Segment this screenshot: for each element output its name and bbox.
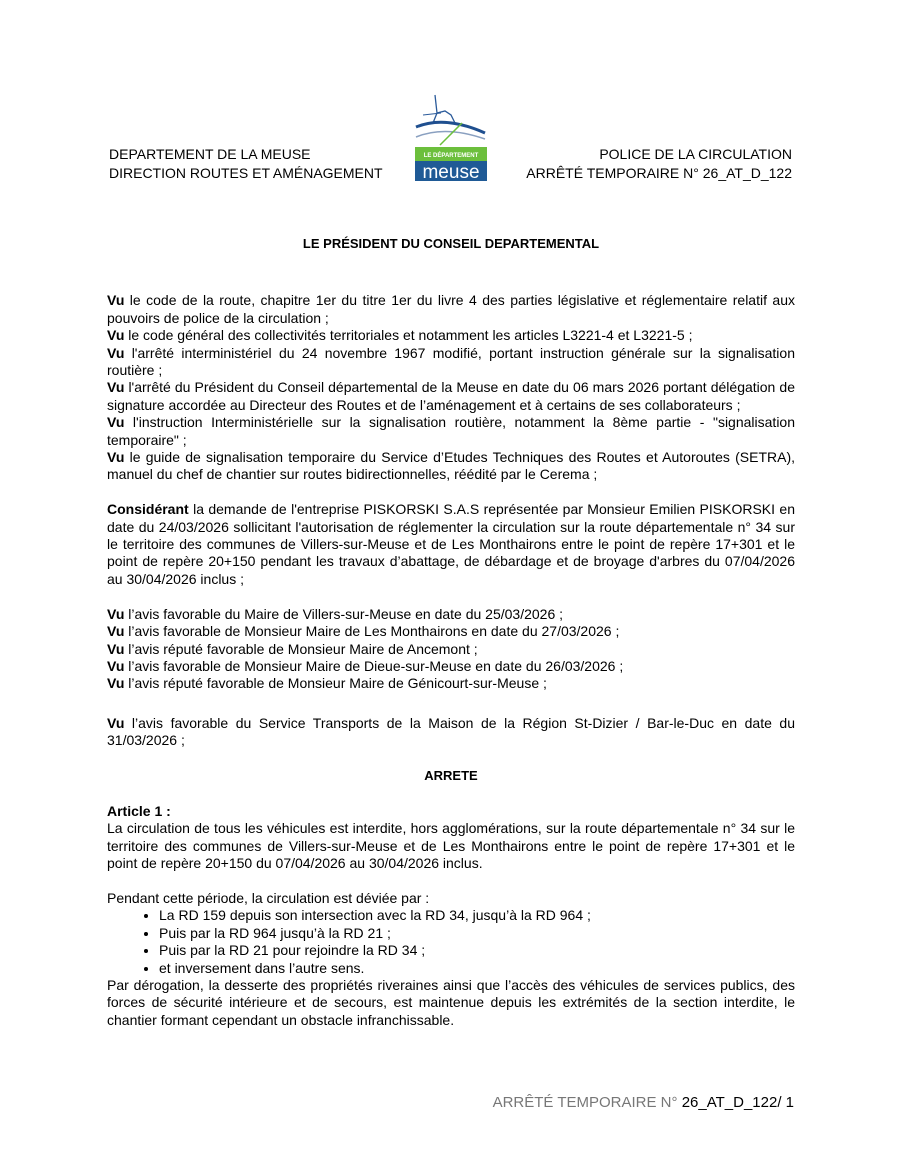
vu-item: Vu l'instruction Interministérielle sur la signalisation routière, notamment la 8ème partie - "signalisation temporaire" ; xyxy=(107,414,795,448)
article-1-heading: Article 1 : xyxy=(107,802,171,819)
logo-top-text: LE DÉPARTEMENT xyxy=(423,153,479,159)
footer-ref: 26_AT_D_122/ xyxy=(681,1094,782,1111)
vu-item: Vu l’avis favorable de Monsieur Maire de Dieue-sur-Meuse en date du 26/03/2026 ; xyxy=(107,657,624,674)
list-item: • Puis par la RD 964 jusqu’à la RD 21 ; xyxy=(159,925,795,942)
arrete-number: ARRÊTÉ TEMPORAIRE N° 26_AT_D_122 xyxy=(526,165,792,181)
service-name: POLICE DE LA CIRCULATION xyxy=(599,146,792,162)
vu-block-2 xyxy=(107,606,795,693)
list-item: • Puis par la RD 21 pour rejoindre la RD 34 ; xyxy=(159,942,795,959)
meuse-logo xyxy=(415,93,487,181)
document-body xyxy=(107,235,795,1029)
considerant-paragraph: Considérant la demande de l'entreprise PISKORSKI S.A.S représentée par Monsieur Emilien PISKORSKI en date du 24/03/2026 sollicitant l'autorisation de réglementer la circulation sur la route départementale n° 34 sur le territoire des communes de Villers-sur-Meuse et de Les Monthairons entre le point de repère 17+301 et le point de repère 20+150 pendant les travaux d’abattage, de débardage et de broyage d'arbres du 07/04/2026 au 30/04/2026 inclus ; xyxy=(107,501,795,587)
logo-name-text: meuse xyxy=(422,162,480,181)
page-number: 1 xyxy=(781,1094,794,1111)
department-name: DEPARTEMENT DE LA MEUSE xyxy=(109,146,311,162)
vu-item: Vu l'arrêté interministériel du 24 novembre 1967 modifié, portant instruction générale sur la signalisation routière ; xyxy=(107,344,795,379)
page-footer xyxy=(493,1094,794,1111)
vu-item: Vu l’avis réputé favorable de Monsieur Maire de Génicourt-sur-Meuse ; xyxy=(107,675,547,692)
vu-block-1 xyxy=(107,292,795,483)
header-left xyxy=(109,145,383,183)
deviation-intro: Pendant cette période, la circulation est déviée par : xyxy=(107,889,430,906)
derogation-text: Par dérogation, la desserte des propriétés riveraines ainsi que l’accès des véhicules de services publics, des forces de sécurité intérieure et de secours, est maintenue depuis les extrémités de la section interdite, le chantier formant cependant un obstacle infranchissable. xyxy=(107,976,795,1028)
vu-item: Vu l’avis favorable de Monsieur Maire de Les Monthairons en date du 27/03/2026 ; xyxy=(107,623,620,640)
direction-name: DIRECTION ROUTES ET AMÉNAGEMENT xyxy=(109,165,383,181)
article-1-text: La circulation de tous les véhicules est interdite, hors agglomérations, sur la route départementale n° 34 sur le territoire des communes de Villers-sur-Meuse et de Les Monthairons entre le point de repère 17+301 et le point de repère 20+150 du 07/04/2026 au 30/04/2026 inclus. xyxy=(107,820,795,872)
vu-item: Vu le guide de signalisation temporaire du Service d’Etudes Techniques des Routes et Autoroutes (SETRA), manuel du chef de chantier sur routes bidirectionnelles, réédité par le Cerema ; xyxy=(107,449,795,483)
list-item: • et inversement dans l’autre sens. xyxy=(159,960,795,977)
deviation-list xyxy=(107,907,795,977)
arrete-heading: ARRETE xyxy=(424,767,478,783)
vu-item: Vu l’avis favorable du Maire de Villers-sur-Meuse en date du 25/03/2026 ; xyxy=(107,605,564,622)
vu-item: Vu le code de la route, chapitre 1er du titre 1er du livre 4 des parties législative et réglementaire relatif aux pouvoirs de police de la circulation ; xyxy=(107,292,795,326)
vu-item: Vu le code général des collectivités territoriales et notamment les articles L3221-4 et L3221-5 ; xyxy=(107,327,693,344)
vu-item: Vu l'arrêté du Président du Conseil départemental de la Meuse en date du 06 mars 2026 portant délégation de signature accordée au Directeur des Routes et de l’aménagement et à certains de ses collaborateurs ; xyxy=(107,379,795,413)
vu-item: Vu l’avis réputé favorable de Monsieur Maire de Ancemont ; xyxy=(107,640,478,657)
page-title: LE PRÉSIDENT DU CONSEIL DEPARTEMENTAL xyxy=(302,236,600,251)
header-right xyxy=(526,145,792,183)
list-item: • La RD 159 depuis son intersection avec la RD 34, jusqu’à la RD 964 ; xyxy=(159,907,795,924)
footer-label: ARRÊTÉ TEMPORAIRE N° xyxy=(492,1094,682,1111)
vu-transports: Vu l’avis favorable du Service Transports de la Maison de la Région St-Dizier / Bar-le-Duc en date du 31/03/2026 ; xyxy=(107,714,795,749)
